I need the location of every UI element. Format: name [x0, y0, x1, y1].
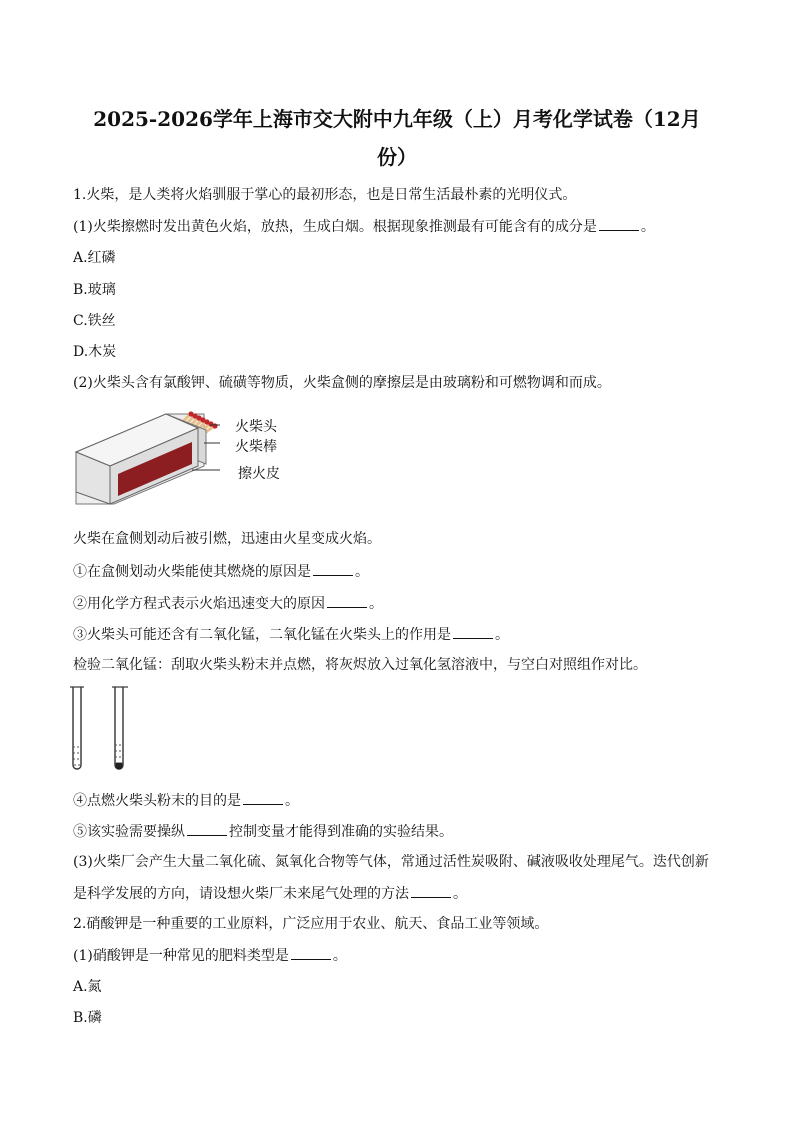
q1-sub3-text: ③火柴头可能还含有二氧化锰，二氧化锰在火柴头上的作用是: [73, 627, 451, 643]
label-match-stick: 火柴棒: [235, 439, 277, 455]
answer-blank: [411, 883, 451, 898]
q1-option-b: B.玻璃: [73, 282, 116, 298]
q1-part2: (2)火柴头含有氯酸钾、硫磺等物质，火柴盒侧的摩擦层是由玻璃粉和可燃物调和而成。: [73, 375, 611, 391]
answer-blank: [187, 821, 227, 836]
test-tube-left: [70, 687, 84, 769]
q2-part1-text: (1)硝酸钾是一种常见的肥料类型是: [73, 948, 289, 964]
q1-sub1-text: ①在盒侧划动火柴能使其燃烧的原因是: [73, 564, 311, 580]
period: 。: [495, 627, 509, 643]
matchbox-figure: [70, 408, 220, 514]
label-match-head: 火柴头: [235, 419, 277, 435]
q1-sub4-text: ④点燃火柴头粉末的目的是: [73, 793, 241, 809]
q1-sub2-text: ②用化学方程式表示火焰迅速变大的原因: [73, 596, 325, 612]
q1-sub5-text-b: 控制变量才能得到准确的实验结果。: [229, 824, 453, 840]
period: 。: [640, 219, 655, 235]
q1-part3-line1: (3)火柴厂会产生大量二氧化硫、氮氧化合物等气体，常通过活性炭吸附、碱液吸收处理尾气。迭代创新: [73, 854, 709, 870]
q1-option-a: A.红磷: [73, 250, 116, 266]
q1-sub5-text-a: ⑤该实验需要操纵: [73, 824, 185, 840]
q1-sub2: [73, 593, 733, 614]
test-tubes-figure: [68, 685, 138, 777]
answer-blank: [327, 593, 367, 608]
q1-part3-text: 是科学发展的方向，请设想火柴厂未来尾气处理的方法: [73, 886, 409, 902]
answer-blank: [313, 561, 353, 576]
answer-blank: [243, 790, 283, 805]
period: 。: [285, 793, 299, 809]
q1-check: 检验二氧化锰：刮取火柴头粉末并点燃，将灰烬放入过氧化氢溶液中，与空白对照组作对比。: [73, 657, 647, 673]
title-line-1: 2025-2026学年上海市交大附中九年级（上）月考化学试卷（12月: [93, 107, 701, 131]
test-tube-right: [112, 687, 128, 770]
q1-stem: 1.火柴，是人类将火焰驯服于掌心的最初形态，也是日常生活最朴素的光明仪式。: [73, 187, 577, 203]
q1-sub3: [73, 624, 733, 645]
q1-sub1: [73, 561, 733, 582]
q1-part1: [73, 216, 733, 237]
q2-part1: [73, 945, 733, 966]
period: 。: [453, 886, 467, 902]
period: 。: [355, 564, 369, 580]
q1-after-figure: 火柴在盒侧划动后被引燃，迅速由火星变成火焰。: [73, 531, 381, 547]
answer-blank: [453, 624, 493, 639]
period: 。: [369, 596, 383, 612]
q1-part3-line2: [73, 883, 733, 904]
q2-option-a: A.氮: [73, 979, 102, 995]
q2-option-b: B.磷: [73, 1010, 102, 1026]
title-line-2: 份）: [377, 145, 417, 169]
q2-stem: 2.硝酸钾是一种重要的工业原料，广泛应用于农业、航天、食品工业等领域。: [73, 916, 549, 932]
period: 。: [332, 948, 347, 964]
answer-blank: [291, 945, 331, 960]
answer-blank: [599, 216, 639, 231]
q1-sub4: [73, 790, 733, 811]
exam-title: [60, 100, 734, 176]
q1-sub5: [73, 821, 733, 842]
label-striker: 擦火皮: [238, 466, 280, 482]
q1-option-c: C.铁丝: [73, 313, 116, 329]
q1-part1-text: (1)火柴擦燃时发出黄色火焰，放热，生成白烟。根据现象推测最有可能含有的成分是: [73, 219, 597, 235]
q1-option-d: D.木炭: [73, 344, 117, 360]
